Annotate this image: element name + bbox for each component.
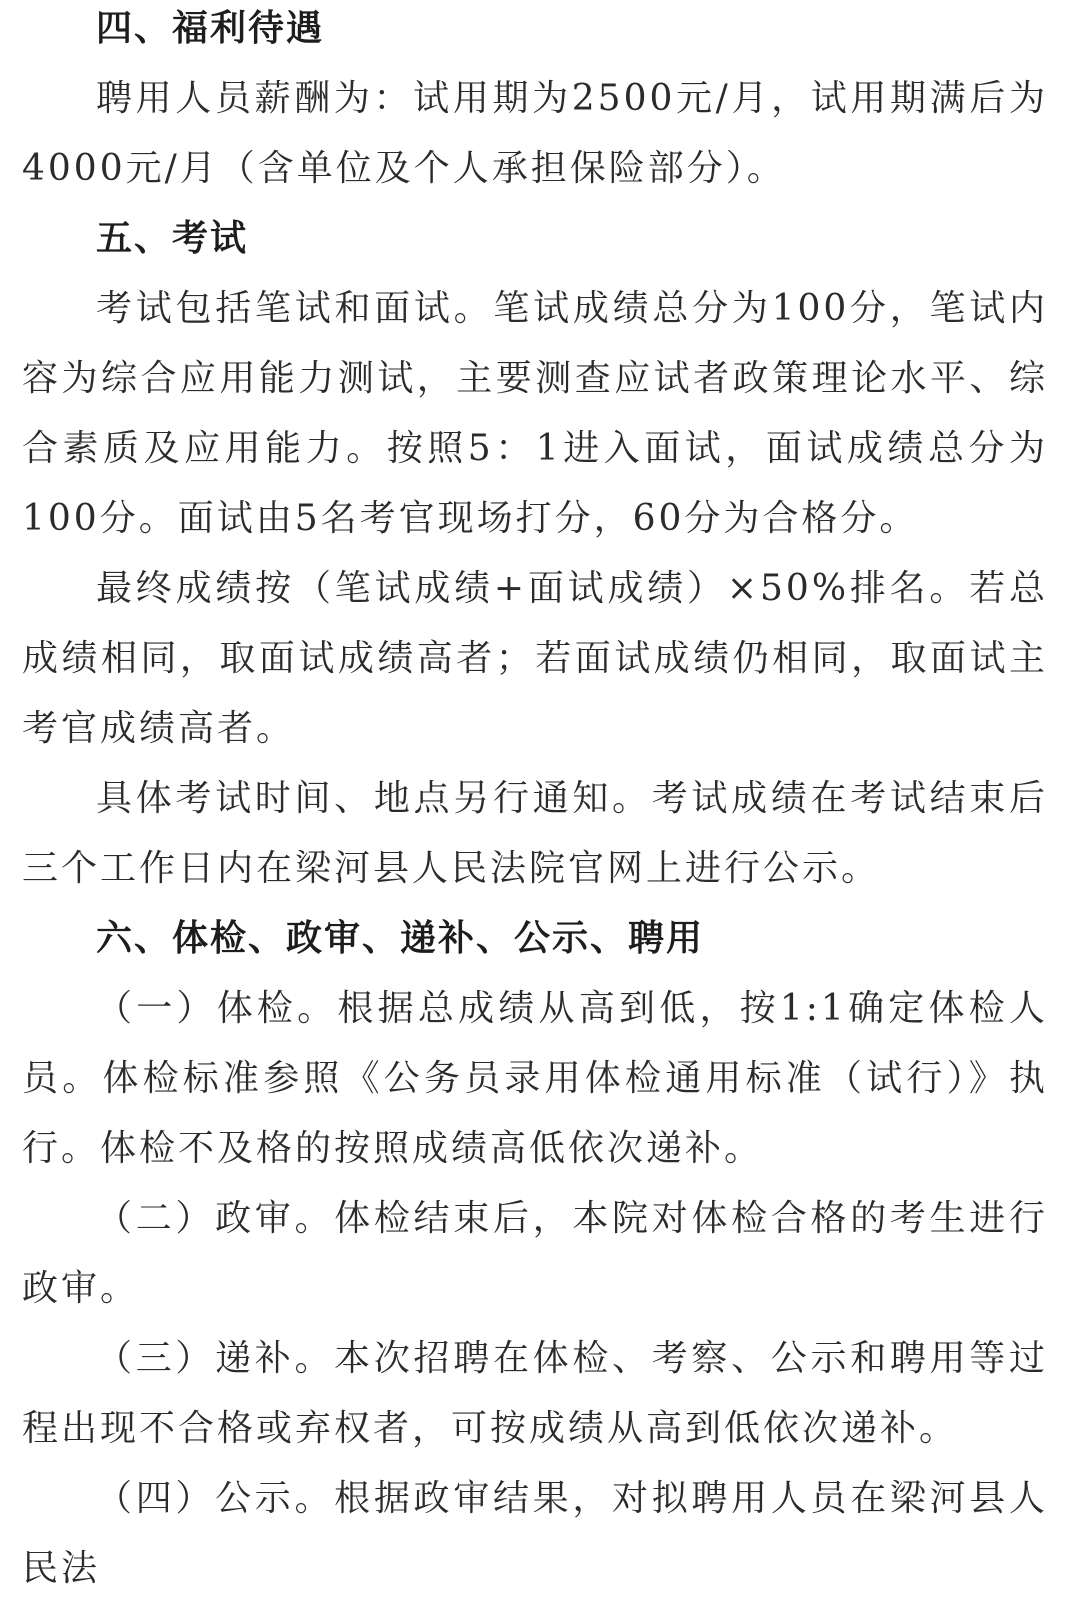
section-heading-exam: 五、考试 bbox=[96, 218, 249, 259]
paragraph-exam-content: 考试包括笔试和面试。笔试成绩总分为100分，笔试内容为综合应用能力测试，主要测查应试者政策理论水平、综合素质及应用能力。按照5：1进入面试，面试成绩总分为100分。面试由5名考官现场打分，60分为合格分。 bbox=[22, 288, 1048, 539]
paragraph-publicity: （四）公示。根据政审结果，对拟聘用人员在梁河县人民法 bbox=[22, 1478, 1048, 1589]
paragraph-final-score: 最终成绩按（笔试成绩+面试成绩）×50%排名。若总成绩相同，取面试成绩高者；若面试成绩仍相同，取面试主考官成绩高者。 bbox=[22, 568, 1048, 749]
paragraph-salary: 聘用人员薪酬为：试用期为2500元/月，试用期满后为4000元/月（含单位及个人承担保险部分）。 bbox=[22, 78, 1048, 189]
document-page bbox=[22, 0, 1048, 1604]
paragraph-political-review: （二）政审。体检结束后，本院对体检合格的考生进行政审。 bbox=[22, 1198, 1048, 1309]
paragraph-replacement: （三）递补。本次招聘在体检、考察、公示和聘用等过程出现不合格或弃权者，可按成绩从高到低依次递补。 bbox=[22, 1338, 1048, 1449]
paragraph-medical-exam: （一）体检。根据总成绩从高到低，按1:1确定体检人员。体检标准参照《公务员录用体检通用标准（试行）》执行。体检不及格的按照成绩高低依次递补。 bbox=[22, 988, 1048, 1169]
section-heading-hiring-process: 六、体检、政审、递补、公示、聘用 bbox=[96, 918, 705, 959]
section-heading-benefits: 四、福利待遇 bbox=[96, 8, 325, 49]
paragraph-exam-notice: 具体考试时间、地点另行通知。考试成绩在考试结束后三个工作日内在梁河县人民法院官网上进行公示。 bbox=[22, 778, 1048, 889]
